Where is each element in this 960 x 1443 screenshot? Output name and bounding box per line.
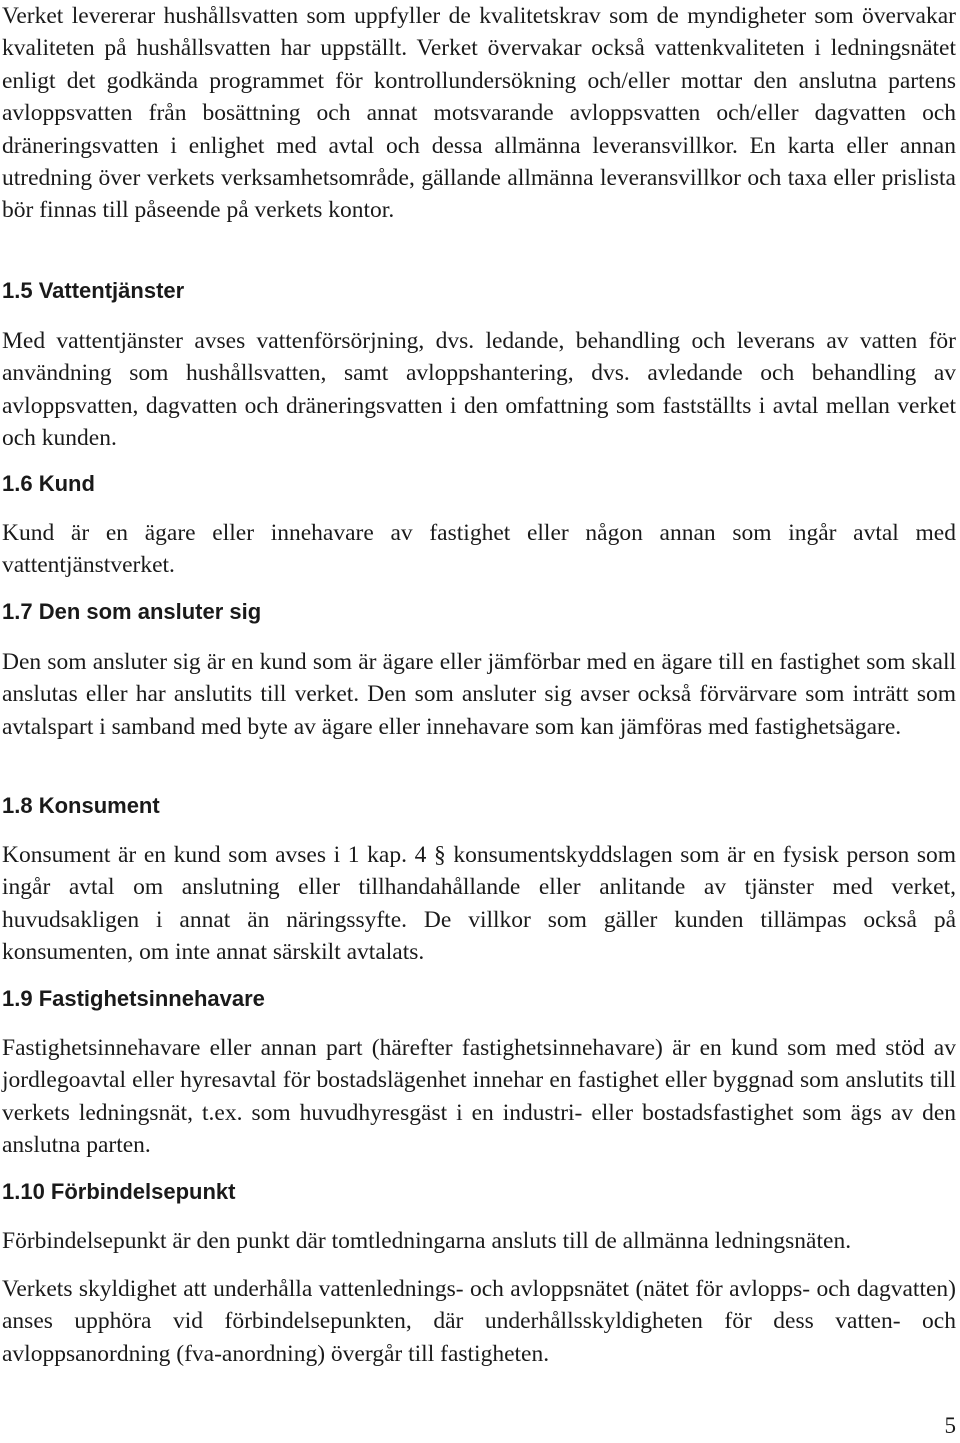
section-heading-konsument: 1.8 Konsument [2,793,160,818]
section-heading-vattentjanster: 1.5 Vattentjänster [2,278,185,303]
section-paragraph-den-som-ansluter-sig: Den som ansluter sig är en kund som är ägare eller jämförbar med en ägare till en fastighet som skall anslutas eller har anslutits till verket. Den som ansluter sig avser också förvärvare som inträtt som avtalspart i samband med byte av ägare eller innehavare som kan jämföras med fastighetsägare. [2,649,956,740]
section-heading-kund: 1.6 Kund [2,471,95,496]
section-heading-forbindelsepunkt: 1.10 Förbindelsepunkt [2,1179,236,1204]
section-paragraph-kund: Kund är en ägare eller innehavare av fastighet eller någon annan som ingår avtal med vattentjänstverket. [2,520,956,579]
section-heading-den-som-ansluter-sig: 1.7 Den som ansluter sig [2,599,262,624]
page-number: 5 [944,1413,956,1438]
section-paragraph-vattentjanster: Med vattentjänster avses vattenförsörjning, dvs. ledande, behandling och leverans av vatten för användning som hushållsvatten, samt avloppshantering, dvs. avledande och behandling av avloppsvatten, dagvatten och dräneringsvatten i den omfattning som fastställts i avtal mellan verket och kunden. [2,328,956,452]
section-paragraph-forbindelsepunkt-definition: Förbindelsepunkt är den punkt där tomtledningarna ansluts till de allmänna ledningsnäten. [2,1228,852,1254]
section-paragraph-fastighetsinnehavare: Fastighetsinnehavare eller annan part (härefter fastighetsinnehavare) är en kund som med stöd av jordlegoavtal eller hyresavtal för bostadslägenhet innehar en fastighet eller byggnad som anslutits till verkets ledningsnät, t.ex. som huvudhyresgäst i en industri- eller bostadsfastighet som ägs av den anslutna parten. [2,1035,956,1159]
section-paragraph-konsument: Konsument är en kund som avses i 1 kap. 4 § konsumentskyddslagen som är en fysisk person som ingår avtal om anslutning eller tillhandahållande eller anlitande av tjänster med verket, huvudsakligen i annat än näringssyfte. De villkor som gäller kunden tillämpas också på konsumenten, om inte annat särskilt avtalats. [2,842,956,966]
section-heading-fastighetsinnehavare: 1.9 Fastighetsinnehavare [2,986,265,1011]
intro-paragraph: Verket levererar hushållsvatten som uppfyller de kvalitetskrav som de myndigheter som övervakar kvaliteten på hushållsvatten har uppställt. Verket övervakar också vattenkvaliteten i ledningsnätet enligt det godkända programmet för kontrollundersökning och/eller mottar den anslutna partens avloppsvatten från bosättning och annat motsvarande avloppsvatten och/eller dagvatten och dräneringsvatten i enlighet med avtal och dessa allmänna leveransvillkor. En karta eller annan utredning över verkets verksamhetsområde, gällande allmänna leveransvillkor och taxa eller prislista bör finnas till påseende på verkets kontor. [2,3,956,224]
section-paragraph-forbindelsepunkt-skyldighet: Verkets skyldighet att underhålla vattenlednings- och avloppsnätet (nätet för avlopps- och dagvatten) anses upphöra vid förbindelsepunkten, där underhållsskyldigheten för dess vatten- och avloppsanordning (fva-anordning) övergår till fastigheten. [2,1276,956,1367]
